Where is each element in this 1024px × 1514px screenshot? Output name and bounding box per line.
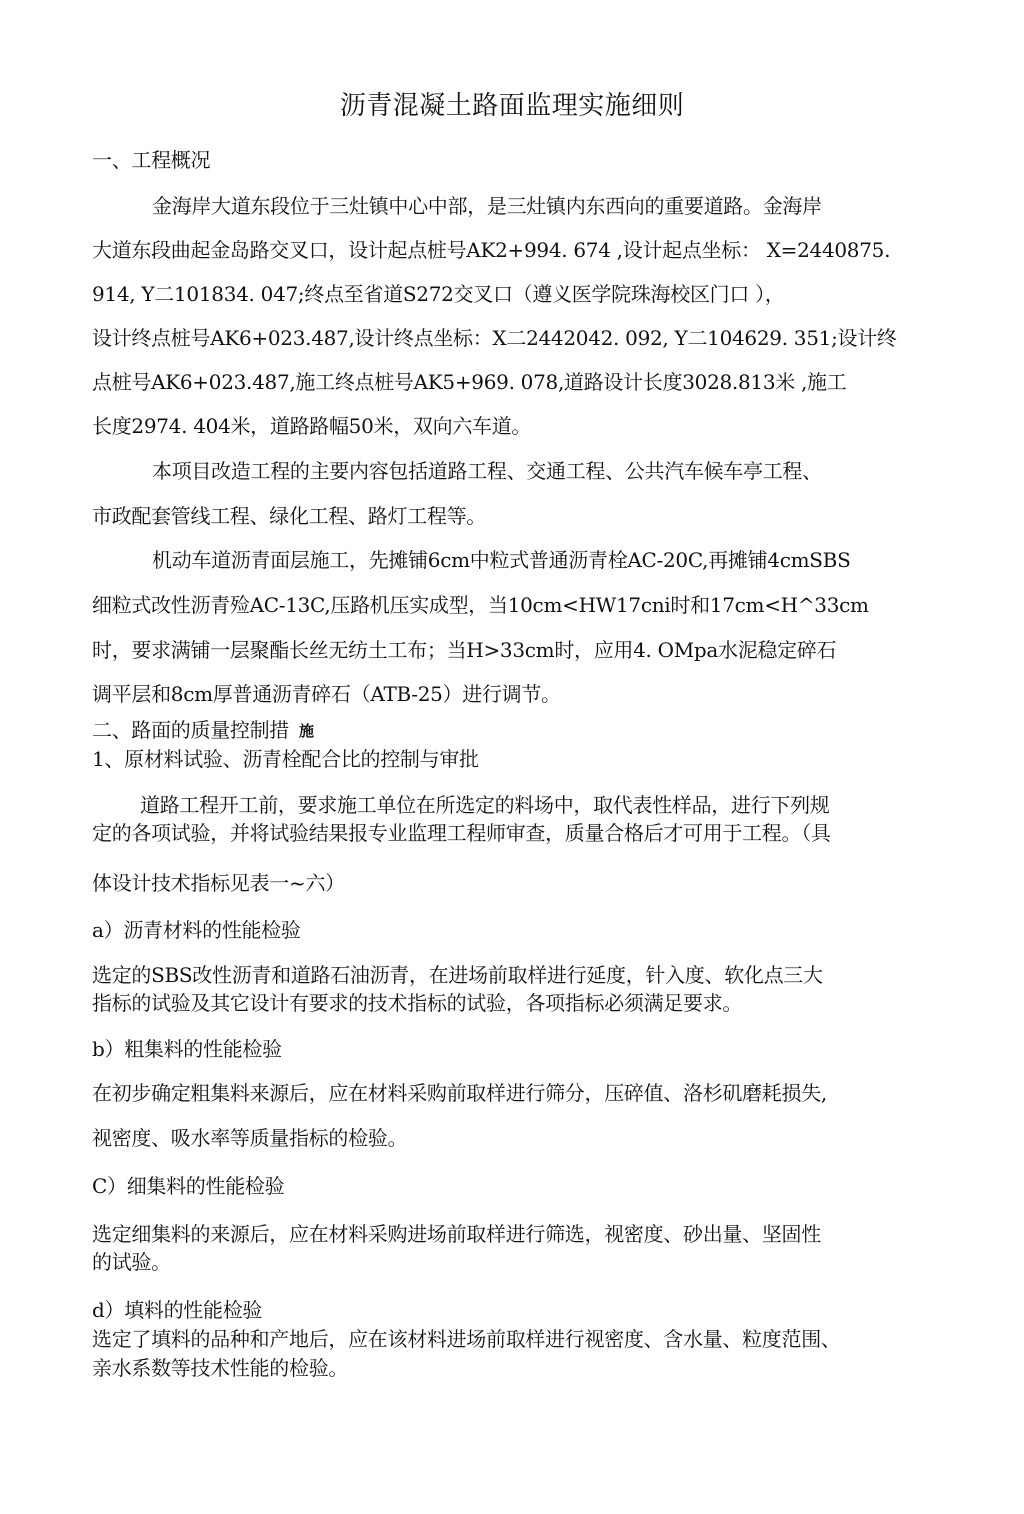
paragraph-line: 的试验。 [92,1250,171,1274]
paragraph-line: 选定了填料的品种和产地后，应在该材料进场前取样进行视密度、含水量、粒度范围、 [92,1327,841,1351]
paragraph-line: 市政配套管线工程、绿化工程、路灯工程等。 [92,504,486,528]
paragraph-line: 细粒式改性沥青殓AC-13C,压路机压实成型，当10cm<HW17cni时和17cm<H^33cm [92,593,869,617]
item-d-heading: d）填料的性能检验 [92,1298,263,1322]
paragraph-line: 亲水系数等技术性能的检验。 [92,1356,349,1380]
item-a-heading: a）沥青材料的性能检验 [92,918,301,942]
paragraph-line: 914, Y二101834. 047;终点至省道S272交叉口（遵义医学院珠海校区门口 ）， [92,282,785,306]
paragraph-line: 时，要求满铺一层聚酯长丝无纺土工布；当H>33cm时，应用4. OMpa水泥稳定碎石 [92,638,837,662]
paragraph-line: 长度2974. 404米，道路路幅50米，双向六车道。 [92,414,532,438]
paragraph-line: 选定的SBS改性沥青和道路石油沥青，在进场前取样进行延度，针入度、软化点三大 [92,963,823,987]
paragraph-line: 道路工程开工前，要求施工单位在所选定的料场中，取代表性样品，进行下列规 [140,793,830,817]
paragraph-line: 金海岸大道东段位于三灶镇中心中部，是三灶镇内东西向的重要道路。金海岸 [152,194,822,218]
section-2-mark: 施 [299,722,314,740]
document-title: 沥青混凝土路面监理实施细则 [339,91,685,121]
paragraph-line: 视密度、吸水率等质量指标的检验。 [92,1126,408,1150]
paragraph-line: 点桩号AK6+023.487,施工终点桩号AK5+969. 078,道路设计长度3028.813米 ,施工 [92,370,847,394]
section-2-heading-text: 二、路面的质量控制措 [92,718,289,742]
paragraph-line: 机动车道沥青面层施工，先摊铺6cm中粒式普通沥青栓AC-20C,再摊铺4cmSBS [152,548,851,572]
paragraph-line: 体设计技术指标见表一~六） [92,871,345,895]
paragraph-line: 大道东段曲起金岛路交叉口，设计起点桩号AK2+994. 674 ,设计起点坐标： X=2440875. [92,238,891,262]
item-c-heading: C）细集料的性能检验 [92,1174,285,1198]
subsection-1-heading: 1、原材料试验、沥青栓配合比的控制与审批 [92,747,479,771]
section-2-heading [92,718,314,743]
paragraph-line: 设计终点桩号AK6+023.487,设计终点坐标：X二2442042. 092, Y二104629. 351;设计终 [92,326,897,350]
paragraph-line: 定的各项试验，并将试验结果报专业监理工程师审查，质量合格后才可用于工程。（具 [92,821,831,845]
paragraph-line: 选定细集料的来源后，应在材料采购进场前取样进行筛选，视密度、砂出量、坚固性 [92,1222,821,1246]
paragraph-line: 本项目改造工程的主要内容包括道路工程、交通工程、公共汽车候车亭工程、 [152,459,822,483]
item-b-heading: b）粗集料的性能检验 [92,1037,282,1061]
paragraph-line: 指标的试验及其它设计有要求的技术指标的试验，各项指标必须满足要求。 [92,991,743,1015]
section-1-heading: 一、工程概况 [92,148,211,172]
paragraph-line: 在初步确定粗集料来源后，应在材料采购前取样进行筛分，压碎值、洛杉矶磨耗损失, [92,1081,827,1105]
paragraph-line: 调平层和8cm厚普通沥青碎石（ATB-25）进行调节。 [92,682,561,706]
